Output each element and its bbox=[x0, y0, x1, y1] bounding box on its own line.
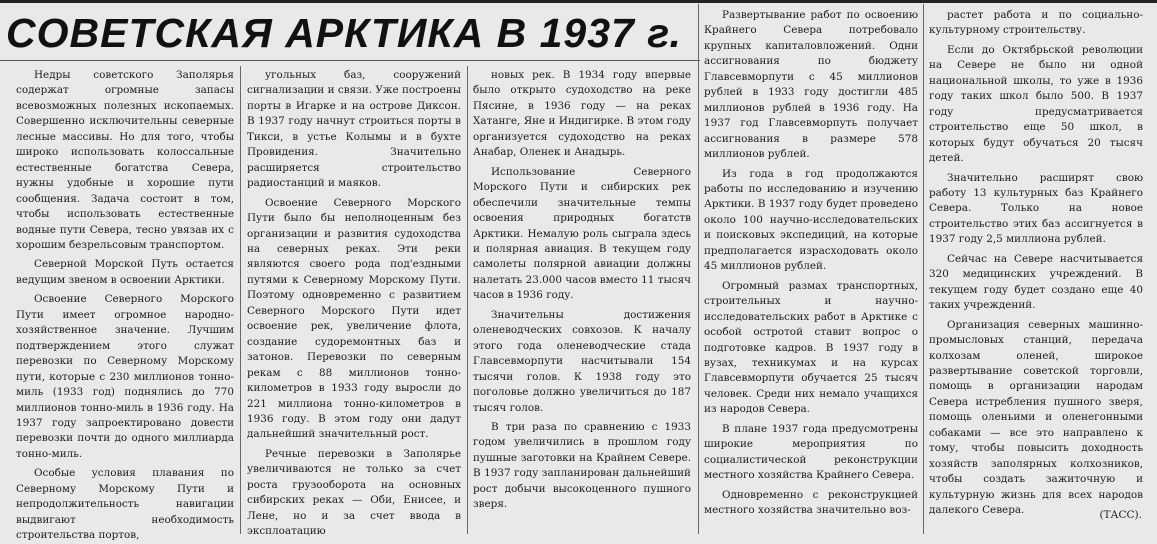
article-paragraph: растет работа и по социально-культурному строительству. bbox=[929, 9, 1143, 37]
article-paragraph: Одновременно с реконструкцией местного хозяйства значительно воз- bbox=[704, 488, 918, 517]
article-paragraph: Освоение Северного Морского Пути было бы неполноценным без организации и развития судоходства на северных реках. Эти реки являются своего рода под'ездными путями к Северному Морскому Пути. Поэтому одновременно с развитием Северного Морского Пути идет освоение рек, увеличение флота, создание судоремонтных баз и затонов. Перевозки по северным рекам с 88 миллионов тонно-километров в 1933 году выросли до 221 миллиона тонно-километров в 1936 году. В этом году они дадут дальнейший значительный рост. bbox=[247, 196, 461, 441]
article-paragraph: Развертывание работ по освоению Крайнего Севера потребовало крупных капиталовложений. Одни ассигнования по бюджету Главсевморпути с 45 миллионов рублей в 1933 году достигли 485 миллионов рублей в 1936 году. На 1937 год Главсевморпуть получает ассигнования в размере 578 миллионов рублей. bbox=[704, 9, 918, 161]
article-column-3 bbox=[473, 68, 691, 532]
article-paragraph: Из года в год продолжаются работы по исследованию и изучению Арктики. В 1937 году будет проведено около 100 научно-исследовательских и поисковых экспедиций, на которые предполагается израсходовать около 45 миллионов рублей. bbox=[704, 167, 918, 273]
article-paragraph: Если до Октябрьской революции на Севере не было ни одной национальной школы, то уже в 1936 году таких школ было 500. В 1937 году предусматривается строительство еще 50 школ, в которых будут обучаться 20 тысяч детей. bbox=[929, 43, 1143, 165]
article-paragraph: новых рек. В 1934 году впервые было открыто судоходство на реке Пясине, в 1936 году — на реках Хатанге, Яне и Индигирке. В этом году организуется судоходство на реках Анабар, Оленек и Анадырь. bbox=[473, 69, 691, 159]
headline-underline bbox=[0, 60, 700, 61]
signature-tass: (ТАСС). bbox=[1099, 509, 1142, 521]
article-column-2 bbox=[247, 68, 461, 538]
article-paragraph: Огромный размах транспортных, строительных и научно-исследовательских работ в Арктике с особой остротой ставит вопрос о подготовке кадров. В 1937 году в вузах, техникумах и на курсах Главсевморпути обучается 25 тысяч человек. Среди них немало учащихся из народов Севера. bbox=[704, 279, 918, 416]
article-column-1 bbox=[16, 68, 234, 542]
article-paragraph: Северной Морской Путь остается ведущим звеном в освоении Арктики. bbox=[16, 258, 234, 286]
column-divider bbox=[923, 4, 924, 534]
article-column-4 bbox=[704, 8, 918, 532]
article-paragraph: Использование Северного Морского Пути и сибирских рек обеспечили значительные темпы освоения природных богатств Арктики. Немалую роль сыграла здесь и полярная авиация. В текущем году самолеты полярной авиации должны налетать 23.000 часов вместо 11 тысяч часов в 1936 году. bbox=[473, 165, 691, 302]
article-paragraph: Особые условия плавания по Северному Морскому Пути и непродолжительность навигации выдвигают необходимость строительства портов, bbox=[16, 467, 234, 542]
article-paragraph: Организация северных машинно-промысловых станций, передача колхозам оленей, широкое развертывание советской торговли, помощь в организации народам Севера истребления пушного зверя, помощь оленьими и оленегонными собаками — все это направлено к тому, чтобы повысить доходность хозяйств заполярных колхозников, чтобы создать зажиточную и культурную жизнь для всех народов далекого Севера. bbox=[929, 318, 1143, 517]
article-paragraph: Сейчас на Севере насчитывается 320 медицинских учреждений. В текущем году будет создано еще 40 таких учреждений. bbox=[929, 252, 1143, 312]
article-paragraph: Значительно расширят свою работу 13 культурных баз Крайнего Севера. Только на новое строительство этих баз ассигнуется в 1937 году 2,5 миллиона рублей. bbox=[929, 171, 1143, 246]
article-paragraph: угольных баз, сооружений сигнализации и связи. Уже построены порты в Игарке и на острове Диксон. В 1937 году начнут строиться порты в Тикси, в устье Колымы и в бухте Провидения. Значительно расширяется строительство радиостанций и маяков. bbox=[247, 69, 461, 190]
article-paragraph: Недры советского Заполярья содержат огромные запасы всевозможных полезных ископаемых. Совершенно исключительны северные лесные массивы. Но для того, чтобы широко использовать колоссальные естественные богатства Севера, нужны удобные и хорошие пути сообщения. Задача состоит в том, чтобы использовать естественные водные пути Севера, тесно увязав их с хорошим безрельсовым транспортом. bbox=[16, 69, 234, 251]
article-paragraph: Освоение Северного Морского Пути имеет огромное народно-хозяйственное значение. Лучшим подтверждением этого служат перевозки по Северному Морскому пути, которые с 230 миллионов тонно-миль (1933 год) поднялись до 770 миллионов тонно-миль в 1936 году. На 1937 году запроектировано довести перевозки почти до одного миллиарда тонно-миль. bbox=[16, 293, 234, 460]
column-divider bbox=[467, 66, 468, 534]
article-paragraph: Речные перевозки в Заполярье увеличиваются не только за счет роста грузооборота на основных сибирских реках — Оби, Енисее, и Лене, но и за счет ввода в эксплоатацию bbox=[247, 447, 461, 538]
column-divider bbox=[698, 4, 699, 534]
article-paragraph: В три раза по сравнению с 1933 годом увеличились в прошлом году пушные заготовки на Крайнем Севере. В 1937 году запланирован дальнейший рост добычи высокоценного пушного зверя. bbox=[473, 420, 691, 511]
column-divider bbox=[240, 66, 241, 534]
article-paragraph: Значительны достижения оленеводческих совхозов. К началу этого года оленеводческие стада Главсевморпути насчитывали 154 тысячи голов. К 1938 году это поголовье должно увеличиться до 187 тысяч голов. bbox=[473, 308, 691, 414]
top-rule bbox=[0, 0, 1157, 3]
article-paragraph: В плане 1937 года предусмотрены широкие мероприятия по социалистической реконструкции местного хозяйства Крайнего Севера. bbox=[704, 422, 918, 482]
headline: СОВЕТСКАЯ АРКТИКА В 1937 г. bbox=[6, 10, 682, 56]
